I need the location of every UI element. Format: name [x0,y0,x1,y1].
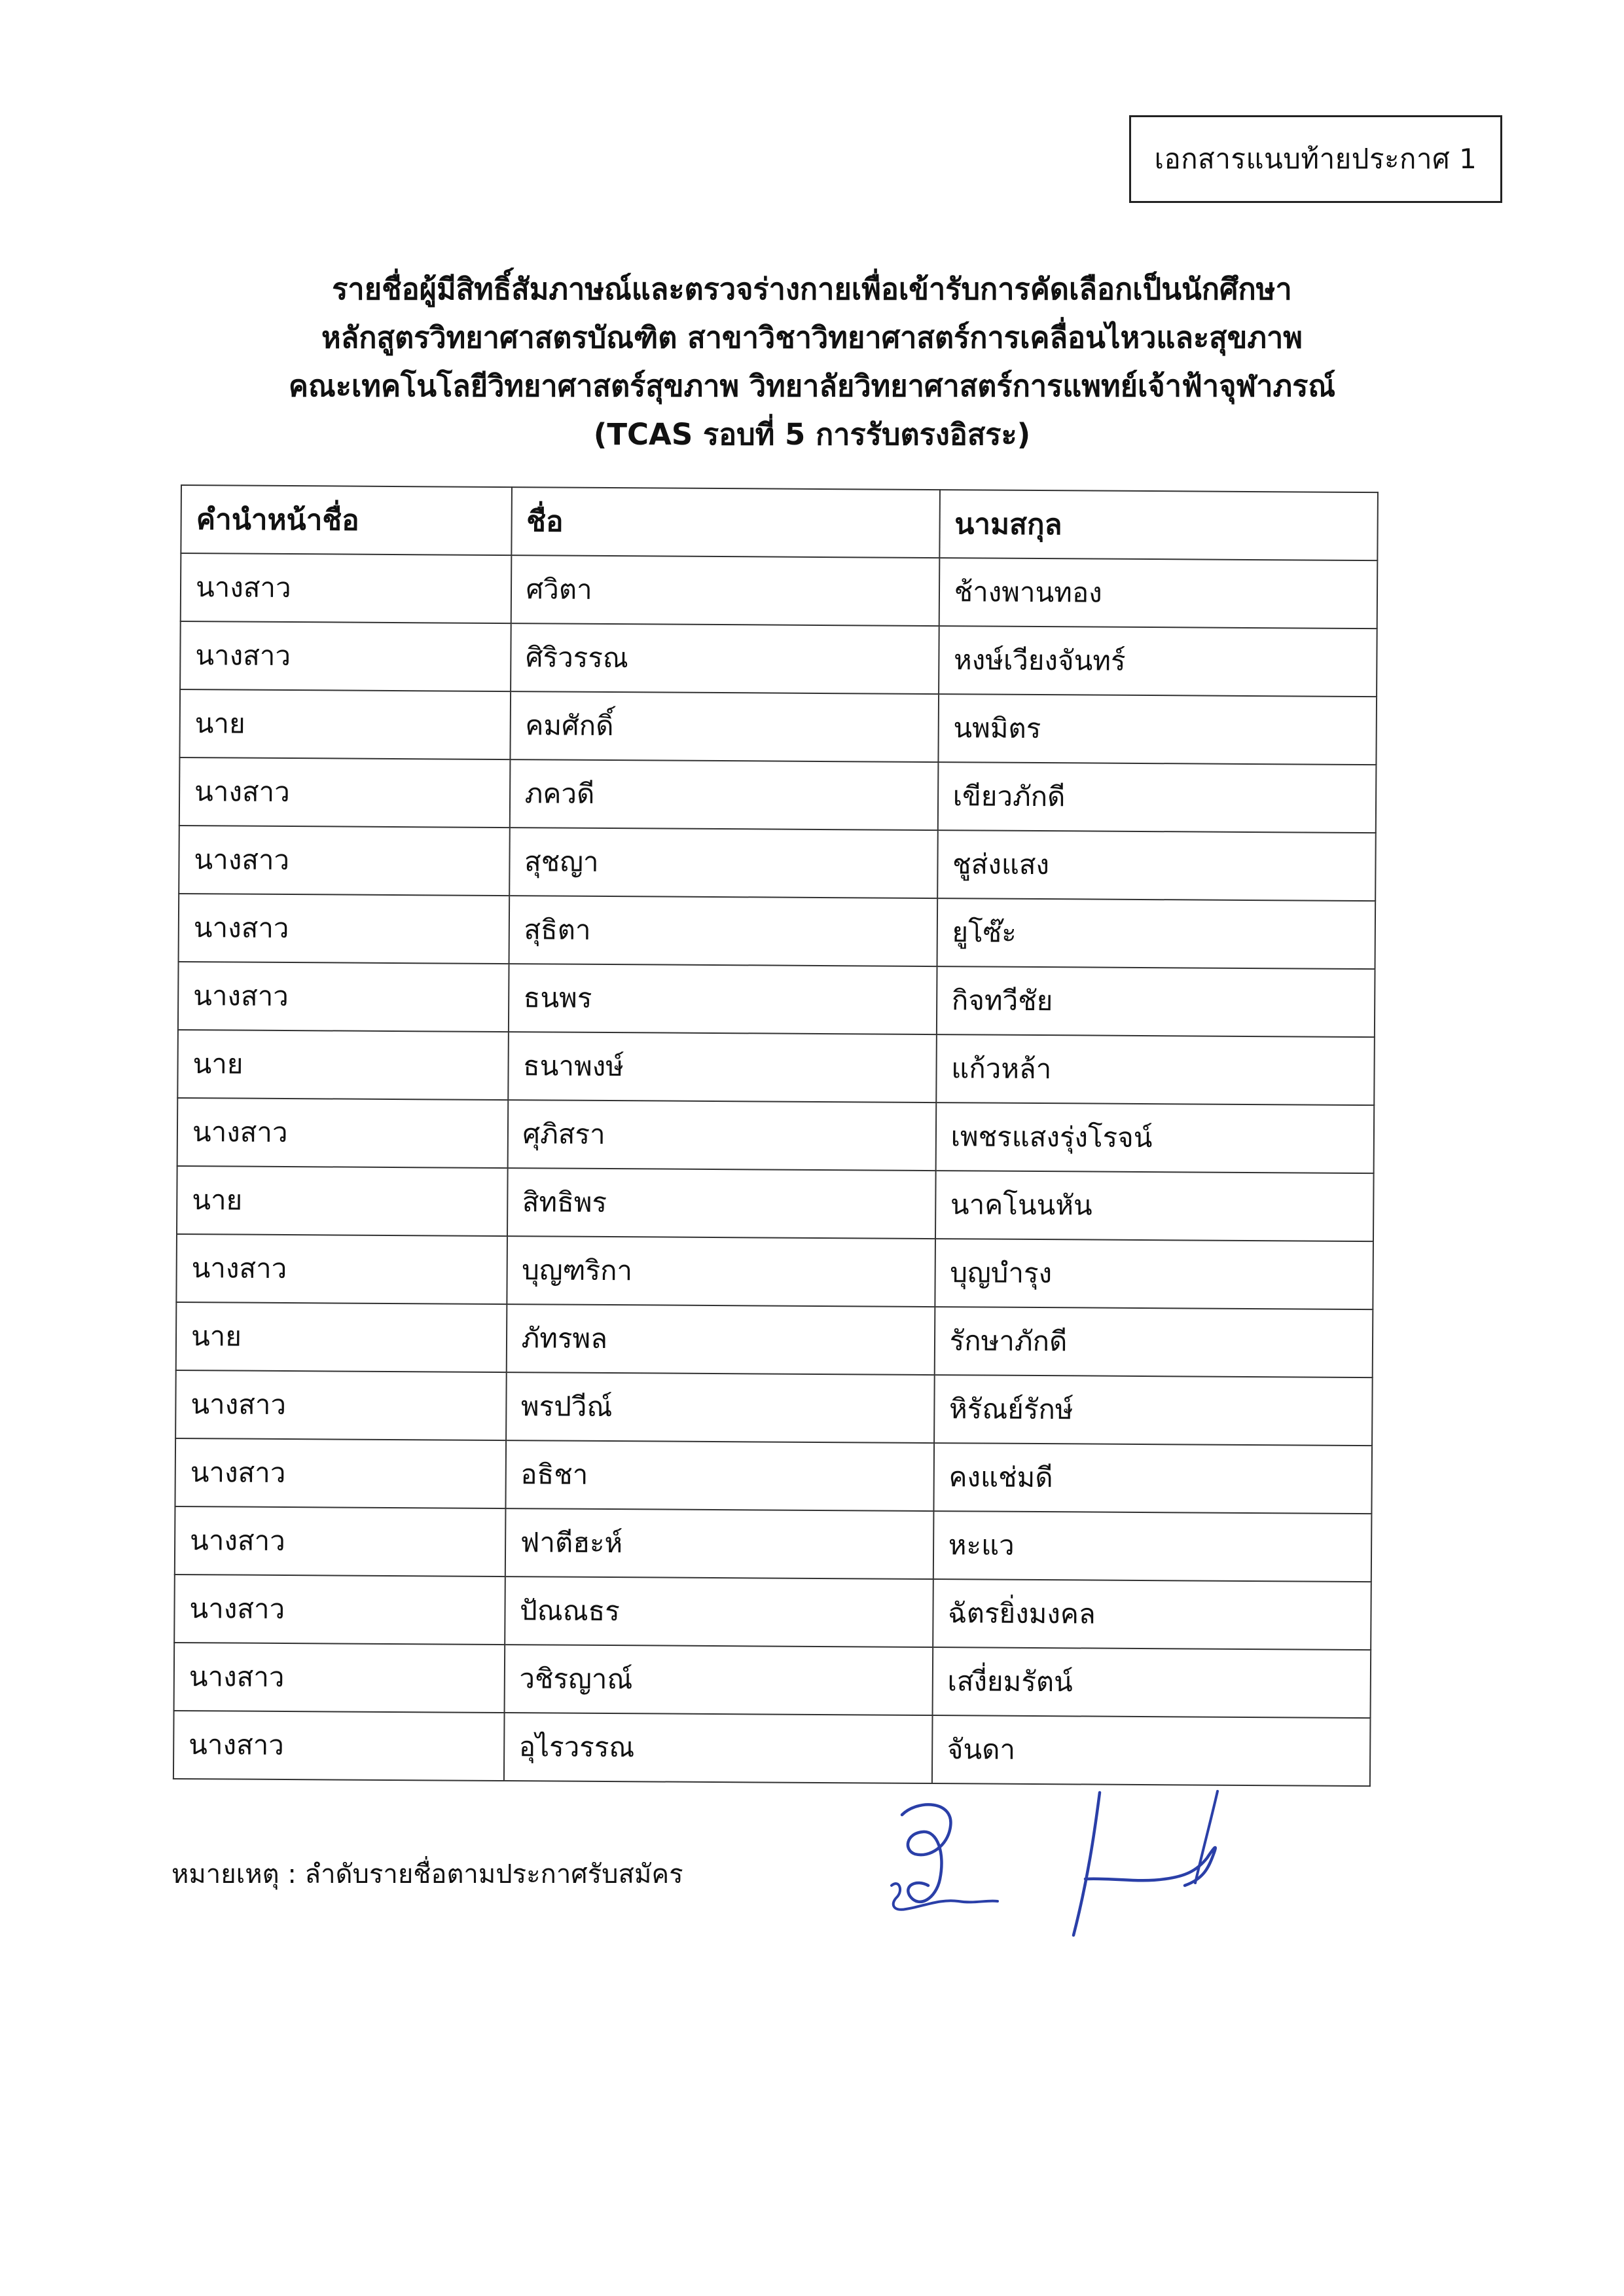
document-title [0,265,1624,459]
cell-last-name: ยูโซ๊ะ [937,898,1375,969]
signature-stroke-1 [902,1804,950,1901]
title-line-2: หลักสูตรวิทยาศาสตรบัณฑิต สาขาวิชาวิทยาศาสตร์การเคลื่อนไหวและสุขภาพ [321,320,1303,355]
table-row [181,553,1378,629]
table-row [175,1370,1373,1446]
table-row [173,1711,1371,1786]
table-row [177,1030,1375,1105]
cell-last-name: ฉัตรยิ่งมงคล [933,1579,1371,1650]
cell-last-name: ชูส่งแสง [937,830,1376,901]
table-row [177,1098,1375,1173]
cell-first-name: สิทธิพร [507,1168,936,1239]
cell-last-name: เขียวภักดี [937,762,1376,833]
cell-last-name: หงษ์เวียงจันทร์ [939,626,1377,697]
cell-first-name: ภัทรพล [506,1304,935,1375]
cell-first-name: คมศักดิ์ [510,691,939,762]
cell-last-name: หะแว [933,1511,1371,1582]
cell-prefix: นางสาว [177,1098,508,1168]
cell-first-name: ศุภิสรา [507,1100,936,1171]
cell-first-name: ฟาตีฮะห์ [505,1508,933,1579]
table-row [179,894,1376,969]
table-header-row [181,485,1378,560]
candidate-table [173,484,1379,1787]
cell-last-name: เสงี่ยมรัตน์ [932,1647,1371,1718]
cell-last-name: หิรัณย์รักษ์ [934,1375,1373,1446]
header-prefix: คำนำหน้าชื่อ [181,485,511,555]
cell-last-name: คงแช่มดี [933,1443,1372,1514]
cell-prefix: นางสาว [174,1643,505,1713]
cell-first-name: ภควดี [509,759,938,830]
table-row [179,689,1377,765]
title-line-1: รายชื่อผู้มีสิทธิ์สัมภาษณ์และตรวจร่างกายเพื่อเข้ารับการคัดเลือกเป็นนักศึกษา [332,272,1292,306]
attachment-label-box [1129,115,1502,203]
cell-prefix: นางสาว [181,553,511,623]
cell-first-name: ปัณณธร [505,1576,933,1647]
cell-last-name: นพมิตร [938,694,1377,765]
cell-first-name: อธิชา [505,1440,934,1511]
cell-prefix: นาย [177,1166,507,1236]
cell-prefix: นางสาว [180,621,511,691]
cell-prefix: นาย [177,1030,508,1100]
table-row [174,1575,1371,1650]
signature-image [877,1781,1244,1951]
cell-prefix: นางสาว [179,826,509,896]
table-row [180,621,1377,697]
cell-first-name: พรปวีณ์ [506,1372,935,1443]
header-last-name: นามสกุล [939,490,1378,560]
cell-first-name: ศวิตา [511,555,939,626]
table-row [178,962,1375,1037]
table-row [175,1438,1372,1514]
cell-prefix: นาย [176,1302,507,1372]
cell-first-name: วชิรญาณ์ [504,1645,933,1715]
cell-prefix: นางสาว [175,1506,505,1576]
cell-prefix: นางสาว [179,894,509,964]
cell-last-name: รักษาภักดี [934,1307,1373,1377]
cell-last-name: นาคโนนหัน [935,1171,1374,1241]
title-line-3: คณะเทคโนโลยีวิทยาศาสตร์สุขภาพ วิทยาลัยวิทยาศาสตร์การแพทย์เจ้าฟ้าจุฬาภรณ์ [288,369,1336,403]
cell-last-name: แก้วหล้า [936,1034,1375,1105]
title-line-4: (TCAS รอบที่ 5 การรับตรงอิสระ) [593,417,1031,452]
cell-prefix: นางสาว [176,1234,507,1304]
cell-prefix: นางสาว [178,962,509,1032]
table-row [179,757,1377,833]
signature-stroke-3 [1074,1793,1100,1935]
cell-first-name: อุไรวรรณ [503,1713,932,1783]
table-row [176,1302,1373,1377]
table-body [173,553,1377,1786]
table-row [179,826,1376,901]
cell-prefix: นางสาว [179,757,510,828]
table-row [174,1643,1371,1718]
cell-first-name: ศิริวรรณ [511,623,939,694]
cell-last-name: บุญบำรุง [935,1239,1373,1309]
cell-prefix: นาย [179,689,510,759]
cell-prefix: นางสาว [175,1438,505,1508]
cell-last-name: เพชรแสงรุ่งโรจน์ [935,1102,1374,1173]
cell-last-name: จันดา [932,1715,1371,1786]
table-row [175,1506,1372,1582]
attachment-label: เอกสารแนบท้ายประกาศ 1 [1154,143,1477,175]
cell-first-name: สุธิตา [509,896,937,966]
cell-prefix: นางสาว [175,1370,506,1440]
table-row [177,1166,1374,1241]
footnote: หมายเหตุ : ลำดับรายชื่อตามประกาศรับสมัคร [171,1859,683,1889]
cell-first-name: สุชญา [509,828,938,898]
cell-prefix: นางสาว [174,1575,505,1645]
cell-first-name: บุญฑริกา [507,1236,935,1307]
cell-last-name: กิจทวีชัย [937,966,1375,1037]
cell-first-name: ธนพร [508,964,937,1034]
header-first-name: ชื่อ [511,487,940,558]
table-row [176,1234,1373,1309]
cell-first-name: ธนาพงษ์ [508,1032,937,1102]
cell-prefix: นางสาว [173,1711,504,1781]
cell-last-name: ช้างพานทอง [939,558,1377,629]
